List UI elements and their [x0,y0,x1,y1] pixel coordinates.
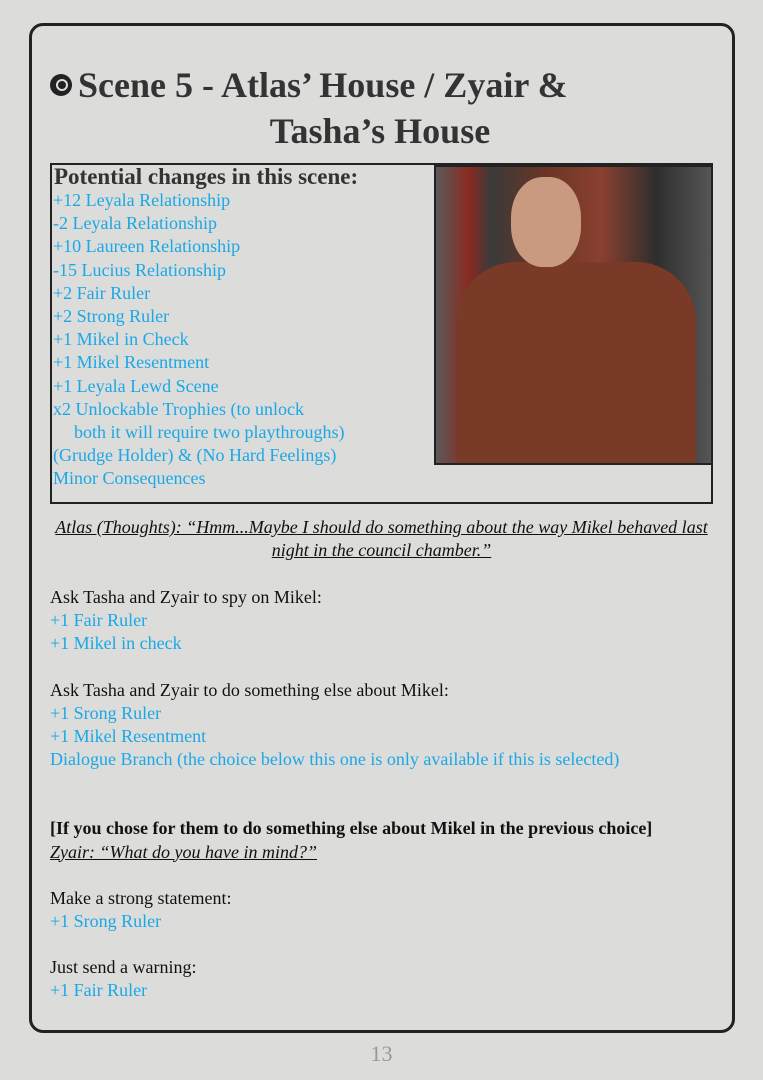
list-item: +2 Strong Ruler [53,306,170,327]
zyair-line: Zyair: “What do you have in mind?” [50,841,317,862]
title-line-2: Tasha’s House [269,111,491,151]
list-item: +10 Laureen Relationship [53,236,241,257]
atlas-thought-quote: Atlas (Thoughts): “Hmm...Maybe I should do something about the way Mikel behaved last night in the council chamber.” [55,517,708,560]
list-item: +1 Leyala Lewd Scene [53,375,219,396]
choice-effect: +1 Fair Ruler [50,980,148,1001]
choices-section [50,586,730,1003]
list-item: +12 Leyala Relationship [53,190,231,210]
choice-label: Just send a warning: [50,957,197,978]
list-item: +1 Mikel Resentment [53,352,210,373]
list-item: +2 Fair Ruler [53,282,151,303]
choice-effect: +1 Mikel in check [50,633,182,654]
portrait-head [511,177,581,267]
list-item: both it will require two playthroughs) [74,422,345,443]
list-item: -15 Lucius Relationship [53,259,226,280]
page-title [50,62,710,154]
page-number: 13 [370,1041,393,1066]
list-item: x2 Unlockable Trophies (to unlock [53,398,304,419]
choice-effect: Dialogue Branch (the choice below this one is only available if this is selected) [50,749,620,770]
title-line-1: Scene 5 - Atlas’ House / Zyair & [78,65,568,105]
list-item: +1 Mikel in Check [53,329,189,350]
list-item: (Grudge Holder) & (No Hard Feelings) [53,445,337,466]
choice-label: Make a strong statement: [50,887,232,908]
choice-effect: +1 Fair Ruler [50,610,148,631]
choice-effect: +1 Srong Ruler [50,702,162,723]
character-portrait [434,165,713,465]
choice-effect: +1 Mikel Resentment [50,726,207,747]
list-item: -2 Leyala Relationship [53,213,217,234]
choice-label: Ask Tasha and Zyair to spy on Mikel: [50,587,322,607]
list-item: Minor Consequences [53,468,206,489]
portrait-jacket [456,262,696,465]
moon-icon [50,74,72,96]
changes-heading: Potential changes in this scene: [54,164,359,189]
choice-label: Ask Tasha and Zyair to do something else about Mikel: [50,679,449,700]
choice-effect: +1 Srong Ruler [50,911,162,932]
branch-condition: [If you chose for them to do something else about Mikel in the previous choice] [50,818,653,839]
